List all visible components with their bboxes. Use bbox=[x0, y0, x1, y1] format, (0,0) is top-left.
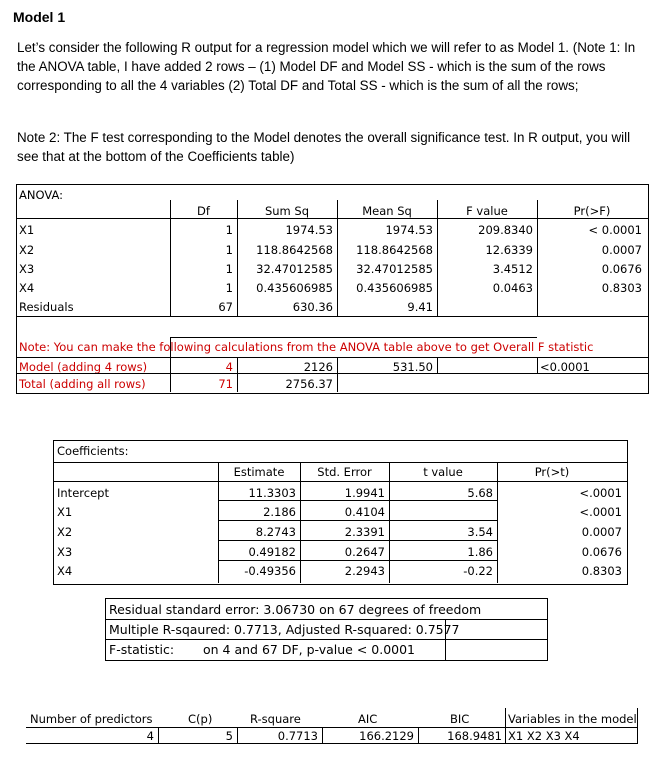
anova-row-name: Residuals bbox=[19, 300, 74, 314]
f-statistic-label: F-statistic: bbox=[109, 642, 175, 657]
model-row-meansq: 531.50 bbox=[392, 360, 433, 374]
sel-header-cp: C(p) bbox=[188, 712, 213, 726]
coef-header-pvalue: Pr(>t) bbox=[534, 465, 570, 479]
anova-row-df: 67 bbox=[218, 300, 233, 314]
anova-row-sumsq: 1974.53 bbox=[285, 223, 333, 237]
sel-value-cp: 5 bbox=[225, 729, 233, 743]
anova-row-name: X4 bbox=[19, 281, 35, 295]
sel-header-bic: BIC bbox=[450, 712, 470, 726]
coef-row-stderror: 2.2943 bbox=[344, 564, 385, 578]
anova-row-df: 1 bbox=[225, 223, 233, 237]
page-title: Model 1 bbox=[13, 9, 66, 25]
sel-header-aic: AIC bbox=[358, 712, 378, 726]
model-row-pvalue: <0.0001 bbox=[540, 360, 590, 374]
coef-row-pvalue: 0.8303 bbox=[581, 564, 622, 578]
anova-row-df: 1 bbox=[225, 262, 233, 276]
coef-row-tvalue: -0.22 bbox=[463, 564, 493, 578]
r-squared-line: Multiple R-sqaured: 0.7713, Adjusted R-squared: 0.7577 bbox=[109, 622, 460, 637]
anova-row-pvalue: 0.0676 bbox=[601, 262, 642, 276]
coef-row-tvalue: 1.86 bbox=[467, 545, 493, 559]
coef-row-name: X2 bbox=[57, 525, 73, 539]
anova-header-sumsq: Sum Sq bbox=[264, 204, 310, 218]
coef-header-tvalue: t value bbox=[423, 465, 463, 479]
anova-row-pvalue: 0.0007 bbox=[601, 243, 642, 257]
anova-header-meansq: Mean Sq bbox=[362, 204, 412, 218]
anova-row-sumsq: 0.435606985 bbox=[256, 281, 333, 295]
anova-row-fvalue: 209.8340 bbox=[478, 223, 533, 237]
coef-row-name: X1 bbox=[57, 505, 73, 519]
coef-row-stderror: 1.9941 bbox=[344, 486, 385, 500]
residual-standard-error: Residual standard error: 3.06730 on 67 degrees of freedom bbox=[109, 602, 482, 617]
anova-row-meansq: 32.47012585 bbox=[356, 262, 433, 276]
anova-row-name: X1 bbox=[19, 223, 35, 237]
anova-row-fvalue: 12.6339 bbox=[485, 243, 533, 257]
coef-row-name: X3 bbox=[57, 545, 73, 559]
coef-row-stderror: 2.3391 bbox=[344, 525, 385, 539]
anova-row-fvalue: 3.4512 bbox=[492, 262, 533, 276]
sel-value-rsquare: 0.7713 bbox=[277, 729, 318, 743]
coef-header-stderror: Std. Error bbox=[317, 465, 372, 479]
coef-row-name: Intercept bbox=[57, 486, 109, 500]
coef-row-pvalue: <.0001 bbox=[579, 486, 622, 500]
coef-row-estimate: 2.186 bbox=[263, 505, 296, 519]
anova-header-prf: Pr(>F) bbox=[573, 204, 611, 218]
sel-header-num-predictors: Number of predictors bbox=[30, 712, 153, 726]
coef-row-pvalue: <.0001 bbox=[579, 505, 622, 519]
anova-row-meansq: 9.41 bbox=[407, 300, 433, 314]
anova-row-name: X2 bbox=[19, 243, 35, 257]
coef-row-estimate: 8.2743 bbox=[255, 525, 296, 539]
model-row-sumsq: 2126 bbox=[303, 360, 333, 374]
anova-row-df: 1 bbox=[225, 281, 233, 295]
f-statistic-value: on 4 and 67 DF, p-value < 0.0001 bbox=[203, 642, 416, 657]
sel-value-aic: 166.2129 bbox=[359, 729, 414, 743]
sel-value-variables: X1 X2 X3 X4 bbox=[508, 729, 580, 743]
coef-row-pvalue: 0.0676 bbox=[581, 545, 622, 559]
anova-row-meansq: 118.8642568 bbox=[356, 243, 433, 257]
coef-row-stderror: 0.4104 bbox=[344, 505, 385, 519]
anova-row-df: 1 bbox=[225, 243, 233, 257]
anova-row-sumsq: 630.36 bbox=[292, 300, 333, 314]
coef-row-estimate: 11.3303 bbox=[248, 486, 296, 500]
coef-row-tvalue: 5.68 bbox=[467, 486, 493, 500]
total-row-df: 71 bbox=[218, 377, 233, 391]
note2-paragraph: Note 2: The F test corresponding to the Model denotes the overall significance test. In R output, you will see that at the bottom of the Coefficients table) bbox=[17, 130, 631, 164]
total-row-sumsq: 2756.37 bbox=[285, 377, 333, 391]
sel-value-bic: 168.9481 bbox=[447, 729, 502, 743]
model-row-df: 4 bbox=[225, 360, 233, 374]
anova-row-fvalue: 0.0463 bbox=[492, 281, 533, 295]
anova-label: ANOVA: bbox=[19, 188, 63, 202]
anova-row-meansq: 0.435606985 bbox=[356, 281, 433, 295]
sel-header-rsquare: R-square bbox=[250, 712, 301, 726]
anova-row-sumsq: 32.47012585 bbox=[256, 262, 333, 276]
anova-row-name: X3 bbox=[19, 262, 35, 276]
anova-row-meansq: 1974.53 bbox=[385, 223, 433, 237]
coef-row-estimate: -0.49356 bbox=[244, 564, 296, 578]
model-row-name: Model (adding 4 rows) bbox=[19, 360, 148, 374]
anova-row-sumsq: 118.8642568 bbox=[256, 243, 333, 257]
anova-note: Note: You can make the following calculations from the ANOVA table above to get Overall F statistic bbox=[19, 340, 594, 354]
anova-row-pvalue: 0.8303 bbox=[601, 281, 642, 295]
coef-row-name: X4 bbox=[57, 564, 73, 578]
sel-header-variables: Variables in the model bbox=[508, 712, 637, 726]
anova-row-pvalue: < 0.0001 bbox=[588, 223, 642, 237]
coef-row-tvalue: 3.54 bbox=[467, 525, 493, 539]
coefficients-label: Coefficients: bbox=[57, 444, 129, 458]
anova-header-fvalue: F value bbox=[466, 204, 508, 218]
coef-row-estimate: 0.49182 bbox=[248, 545, 296, 559]
coef-row-pvalue: 0.0007 bbox=[581, 525, 622, 539]
coef-row-stderror: 0.2647 bbox=[344, 545, 385, 559]
intro-paragraph: Let’s consider the following R output for a regression model which we will refer to as Model 1. (Note 1: In the ANOVA table, I have added 2 rows – (1) Model DF and Model SS - which is the sum of the rows corresponding to all the 4 variables (2) Total DF and Total SS - which is the sum of all the rows; bbox=[17, 40, 636, 93]
sel-value-num-predictors: 4 bbox=[146, 729, 154, 743]
total-row-name: Total (adding all rows) bbox=[19, 377, 146, 391]
coef-header-estimate: Estimate bbox=[233, 465, 285, 479]
anova-header-df: Df bbox=[197, 204, 210, 218]
